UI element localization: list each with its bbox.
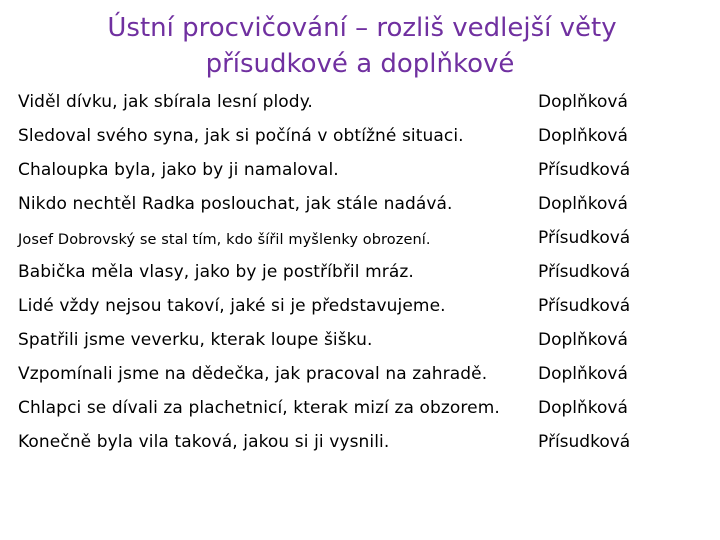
exercise-answer: Doplňková (538, 330, 628, 350)
exercise-sentence: Chaloupka byla, jako by ji namaloval. (18, 160, 339, 180)
title-line-2: přísudkové a doplňkové (205, 49, 515, 79)
exercise-sentence: Vzpomínali jsme na dědečka, jak pracoval na zahradě. (18, 364, 488, 384)
exercise-row (18, 122, 708, 156)
exercise-row (18, 394, 708, 428)
exercise-list (18, 88, 708, 462)
exercise-sentence: Chlapci se dívali za plachetnicí, kterak mizí za obzorem. (18, 398, 500, 418)
exercise-row (18, 360, 708, 394)
exercise-answer: Doplňková (538, 126, 628, 146)
exercise-row (18, 258, 708, 292)
exercise-answer: Doplňková (538, 364, 628, 384)
exercise-row (18, 428, 708, 462)
exercise-row (18, 190, 708, 224)
exercise-row (18, 224, 708, 258)
exercise-answer: Přísudková (538, 262, 631, 282)
exercise-sentence: Josef Dobrovský se stal tím, kdo šířil myšlenky obrození. (18, 232, 431, 248)
exercise-sentence: Babička měla vlasy, jako by je postříbřil mráz. (18, 262, 414, 282)
exercise-sentence: Konečně byla vila taková, jakou si ji vysnili. (18, 432, 390, 452)
exercise-row (18, 88, 708, 122)
exercise-answer: Doplňková (538, 194, 628, 214)
exercise-answer: Doplňková (538, 92, 628, 112)
page-title (0, 10, 720, 82)
exercise-sentence: Viděl dívku, jak sbírala lesní plody. (18, 92, 313, 112)
exercise-sentence: Nikdo nechtěl Radka poslouchat, jak stále nadává. (18, 194, 453, 214)
exercise-answer: Přísudková (538, 432, 631, 452)
exercise-answer: Přísudková (538, 228, 631, 248)
exercise-sentence: Sledoval svého syna, jak si počíná v obtížné situaci. (18, 126, 464, 146)
exercise-answer: Přísudková (538, 296, 631, 316)
exercise-answer: Přísudková (538, 160, 631, 180)
exercise-answer: Doplňková (538, 398, 628, 418)
exercise-row (18, 326, 708, 360)
exercise-sentence: Lidé vždy nejsou takoví, jaké si je představujeme. (18, 296, 446, 316)
title-line-1: Ústní procvičování – rozliš vedlejší věty (107, 13, 617, 43)
exercise-row (18, 156, 708, 190)
exercise-sentence: Spatřili jsme veverku, kterak loupe šišku. (18, 330, 373, 350)
exercise-row (18, 292, 708, 326)
